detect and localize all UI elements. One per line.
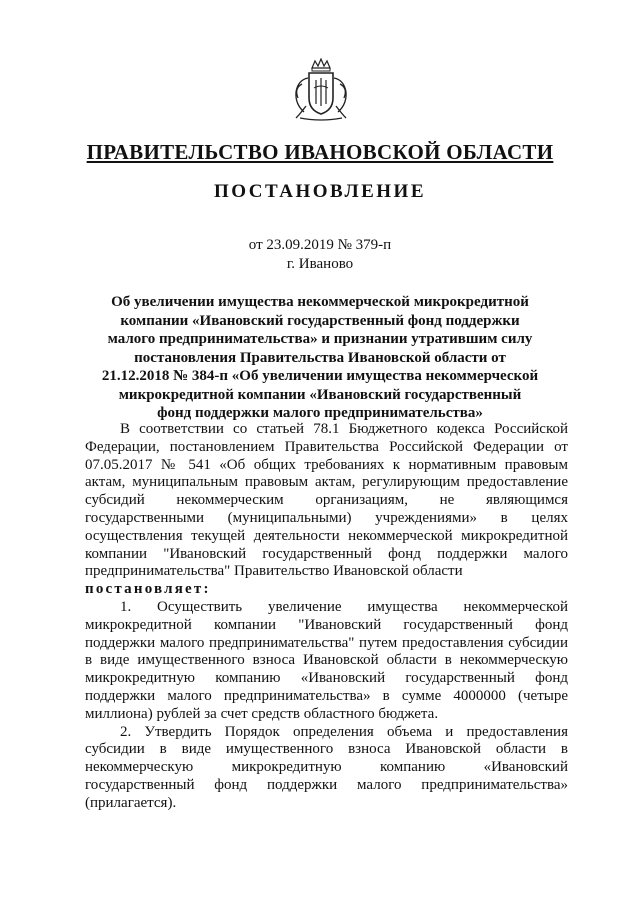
city: г. Иваново [286, 256, 354, 272]
government-title: ПРАВИТЕЛЬСТВО ИВАНОВСКОЙ ОБЛАСТИ [86, 140, 554, 164]
item-2-paragraph: 2. Утвердить Порядок определения объема и предоставления субсидии в виде имущественного взноса Ивановской области в некоммерческую микрокредитную компанию «Ивановский государственный фонд поддержки малого предпринимательства» (прилагается). [85, 723, 568, 811]
decree-word: постановляет: [85, 581, 211, 598]
preamble-text: В соответствии со статьей 78.1 Бюджетного кодекса Российской Федерации, постановлением Правительства Российской Федерации от 07.05.2017 № 541 «Об общих требованиях к нормативным правовым актам, муниципальным правовым актам, регулирующим предоставление субсидий некоммерческим организациям, не являющимся государственными (муниципальными) учреждениями» в целях осуществления текущей деятельности некоммерческой микрокредитной компании "Ивановский государственный фонд поддержки малого предпринимательства" Правительство Ивановской области [85, 421, 568, 580]
document-type: ПОСТАНОВЛЕНИЕ [213, 181, 427, 202]
coat-of-arms-icon [290, 58, 352, 122]
preamble-paragraph [85, 421, 568, 599]
document-subject: Об увеличении имущества некоммерческой микрокредитной компании «Ивановский государственный фонд поддержки малого предпринимательства» и признании утратившим силу постановления Правительства Ивановской области от 21.12.2018 № 384-п «Об увеличении имущества некоммерческой микрокредитной компании «Ивановский государственный фонд поддержки малого предпринимательства» [101, 294, 539, 421]
date-number: от 23.09.2019 № 379-п [248, 237, 392, 253]
item-1-paragraph: 1. Осуществить увеличение имущества некоммерческой микрокредитной компании "Ивановский государственный фонд поддержки малого предпринимательства" путем предоставления субсидии в виде имущественного взноса Ивановской области в некоммерческую микрокредитную компанию «Ивановский государственный фонд поддержки малого предпринимательства» в сумме 4000000 (четыре миллиона) рублей за счет средств областного бюджета. [85, 598, 568, 722]
document-body [85, 421, 568, 813]
